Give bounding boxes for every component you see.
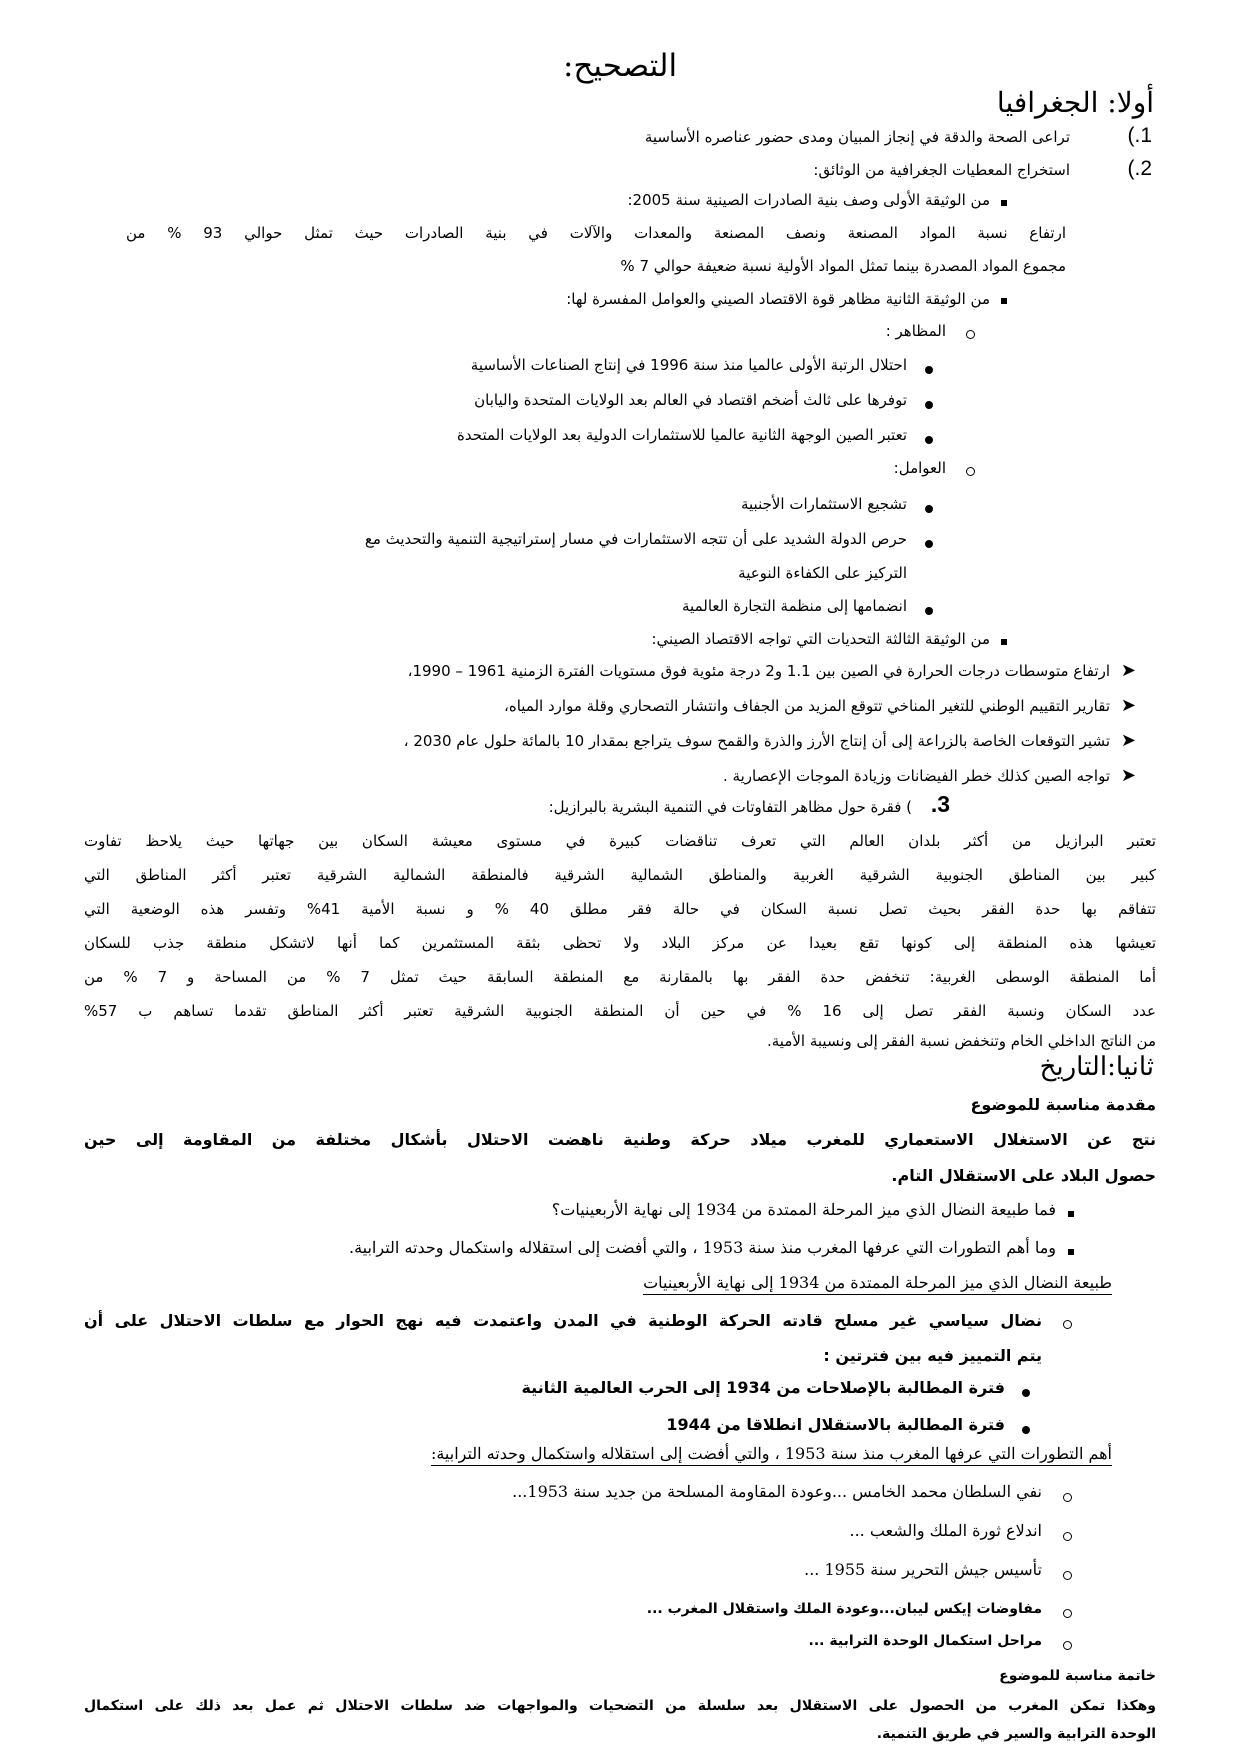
question-item: فما طبيعة النضال الذي ميز المرحلة الممتدة من 1934 إلى نهاية الأربعينيات؟ [551,1200,1056,1219]
dot-bullet-icon [925,366,933,374]
arrow-bullet-icon: ➤ [1120,660,1136,681]
intro-heading: مقدمة مناسبة للموضوع [970,1095,1156,1114]
item1-text: تراعى الصحة والدقة في إنجاز المبيان ومدى حضور عناصره الأساسية [644,128,1070,146]
aspect-item: احتلال الرتبة الأولى عالميا منذ سنة 1996 في إنتاج الصناعات الأساسية [470,356,907,374]
challenge-item: تواجه الصين كذلك خطر الفيضانات وزيادة الموجات الإعصارية . [723,767,1110,785]
conclusion-heading: خاتمة مناسبة للموضوع [999,1668,1156,1684]
doc1-line-2: مجموع المواد المصدرة بينما تمثل المواد الأولية نسبة ضعيفة حوالي 7 % [620,257,1066,275]
square-bullet-icon [1068,1211,1074,1217]
dot-bullet-icon [925,540,933,548]
period-item: فترة المطالبة بالإصلاحات من 1934 إلى الحرب العالمية الثانية [521,1378,1005,1397]
history-heading: ثانيا:التاريخ [1039,1052,1154,1082]
page-title: التصحيح: [562,48,678,84]
circle-bullet-icon [1063,1493,1072,1502]
factor-item-continued: التركيز على الكفاءة النوعية [738,564,907,582]
period-item: فترة المطالبة بالاستقلال انطلاقا من 1944 [666,1415,1005,1434]
circle-bullet-icon [1063,1641,1072,1650]
dot-bullet-icon [925,401,933,409]
doc3-title: من الوثيقة الثالثة التحديات التي تواجه الاقتصاد الصيني: [651,630,990,648]
circle-bullet-icon [1063,1571,1072,1580]
square-bullet-icon [1068,1249,1074,1255]
item3-text: ) فقرة حول مظاهر التفاوتات في التنمية البشرية بالبرازيل: [548,798,912,816]
part2-heading: أهم التطورات التي عرفها المغرب منذ سنة 1953 ، والتي أفضت إلى استقلاله واستكمال وحدته الترابية: [431,1444,1112,1466]
arrow-bullet-icon: ➤ [1120,695,1136,716]
conclusion-line: وهكذا تمكن المغرب من الحصول على الاستقلال بعد سلسلة من التضحيات والمواجهات ضد سلطات الاحتلال ثم عمل بعد ذلك على استكمال [84,1698,1156,1714]
paragraph-line: تعتبر البرازيل من أكثر بلدان العالم التي تعرف تناقضات كبيرة في مستوى معيشة السكان بين جهاتها حيث يلاحظ تفاوت [84,832,1156,850]
paragraph-line: تعيشها هذه المنطقة إلى كونها تقع بعيدا عن مركز البلاد ولا تحظى بثقة المستثمرين كما أنها لاتشكل منطقة جذب للسكان [84,934,1156,952]
square-bullet-icon [1001,639,1007,645]
development-item: اندلاع ثورة الملك والشعب ... [849,1521,1042,1540]
dot-bullet-icon [925,436,933,444]
part1-line: نضال سياسي غير مسلح قادته الحركة الوطنية في المدن واعتمدت فيه نهج الحوار مع سلطات الاحتلال على أن [84,1311,1042,1330]
development-item: مفاوضات إيكس ليبان...وعودة الملك واستقلال المغرب ... [646,1601,1042,1617]
dot-bullet-icon [1022,1389,1030,1397]
paragraph-line: أما المنطقة الوسطى الغربية: تنخفض حدة الفقر بها بالمقارنة مع المنطقة السابقة حيث تمثل 7 % من المساحة و 7 % من [84,968,1156,986]
circle-bullet-icon [1063,1320,1072,1329]
square-bullet-icon [1001,200,1007,206]
arrow-bullet-icon: ➤ [1120,765,1136,786]
challenge-item: تقارير التقييم الوطني للتغير المناخي تتوقع المزيد من الجفاف وانتشار التصحاري وقلة موارد المياه، [504,697,1110,715]
dot-bullet-icon [925,607,933,615]
doc2-title: من الوثيقة الثانية مظاهر قوة الاقتصاد الصيني والعوامل المفسرة لها: [566,290,990,308]
intro-line: نتج عن الاستغلال الاستعماري للمغرب ميلاد حركة وطنية ناهضت الاحتلال بأشكال مختلفة من المقاومة إلى حين [84,1130,1156,1149]
paragraph-line: عدد السكان ونسبة الفقر تصل إلى 16 % في حين أن المنطقة الجنوبية الشرقية تعتبر أكثر المناطق تقدما تساهم ب 57% [84,1002,1156,1020]
intro-line: حصول البلاد على الاستقلال التام. [891,1166,1156,1185]
circle-bullet-icon [966,467,975,476]
challenge-item: تشير التوقعات الخاصة بالزراعة إلى أن إنتاج الأرز والذرة والقمح سوف يتراجع بمقدار 10 بالمائة حلول عام 2030 ، [403,732,1110,750]
dot-bullet-icon [925,505,933,513]
challenge-item: ارتفاع متوسطات درجات الحرارة في الصين بين 1.1 و2 درجة مئوية فوق مستويات الفترة الزمنية 1961 – 1990، [407,662,1110,680]
circle-bullet-icon [1063,1609,1072,1618]
paragraph-line: كبير بين المناطق الجنوبية الشرقية الغربية والمناطق الشمالية الشرقية فالمنطقة الشمالية الشرقية تعتبر أكثر المناطق التي [84,866,1156,884]
item1-number: 1.) [1127,124,1152,147]
item2-text: استخراج المعطيات الجغرافية من الوثائق: [813,161,1070,179]
aspects-label: المظاهر : [885,322,946,340]
paragraph-line: من الناتج الداخلي الخام وتنخفض نسبة الفقر إلى ونسيبة الأمية. [767,1032,1156,1050]
development-item: تأسيس جيش التحرير سنة 1955 ... [804,1560,1042,1579]
dot-bullet-icon [1022,1426,1030,1434]
factors-label: العوامل: [893,459,946,477]
item2-number: 2.) [1127,157,1152,180]
aspect-item: توفرها على ثالث أضخم اقتصاد في العالم بعد الولايات المتحدة واليابان [474,391,907,409]
doc1-title: من الوثيقة الأولى وصف بنية الصادرات الصينية سنة 2005: [627,191,990,209]
development-item: مراحل استكمال الوحدة الترابية ... [808,1633,1042,1649]
geography-heading: أولا: الجغرافيا [996,86,1154,119]
arrow-bullet-icon: ➤ [1120,730,1136,751]
part1-line: يتم التمييز فيه بين فترتين : [823,1346,1042,1365]
factor-item: حرص الدولة الشديد على أن تتجه الاستثمارات في مسار إستراتيجية التنمية والتحديث مع [364,530,907,548]
question-item: وما أهم التطورات التي عرفها المغرب منذ سنة 1953 ، والتي أفضت إلى استقلاله واستكمال وحدته الترابية. [348,1238,1056,1257]
doc1-line-1: ارتفاع نسبة المواد المصنعة ونصف المصنعة والمعدات والآلات في بنية الصادرات حيث تمثل حوالي 93 % من [126,224,1066,242]
factor-item: تشجيع الاستثمارات الأجنبية [740,495,907,513]
aspect-item: تعتبر الصين الوجهة الثانية عالميا للاستثمارات الدولية بعد الولايات المتحدة [457,426,907,444]
factor-item: انضمامها إلى منظمة التجارة العالمية [682,597,907,615]
circle-bullet-icon [1063,1532,1072,1541]
item3-number: 3. [930,791,950,817]
development-item: نفي السلطان محمد الخامس ...وعودة المقاومة المسلحة من جديد سنة 1953... [512,1482,1042,1501]
square-bullet-icon [1001,298,1007,304]
conclusion-line: الوحدة الترابية والسير في طريق التنمية. [876,1726,1156,1742]
paragraph-line: تتفاقم بها حدة الفقر بحيث تصل نسبة السكان في حالة فقر مطلق 40 % و نسبة الأمية 41% وتفسر هذه الوضعية التي [84,900,1156,918]
part1-heading: طبيعة النضال الذي ميز المرحلة الممتدة من 1934 إلى نهاية الأربعينيات [643,1273,1112,1295]
circle-bullet-icon [966,330,975,339]
